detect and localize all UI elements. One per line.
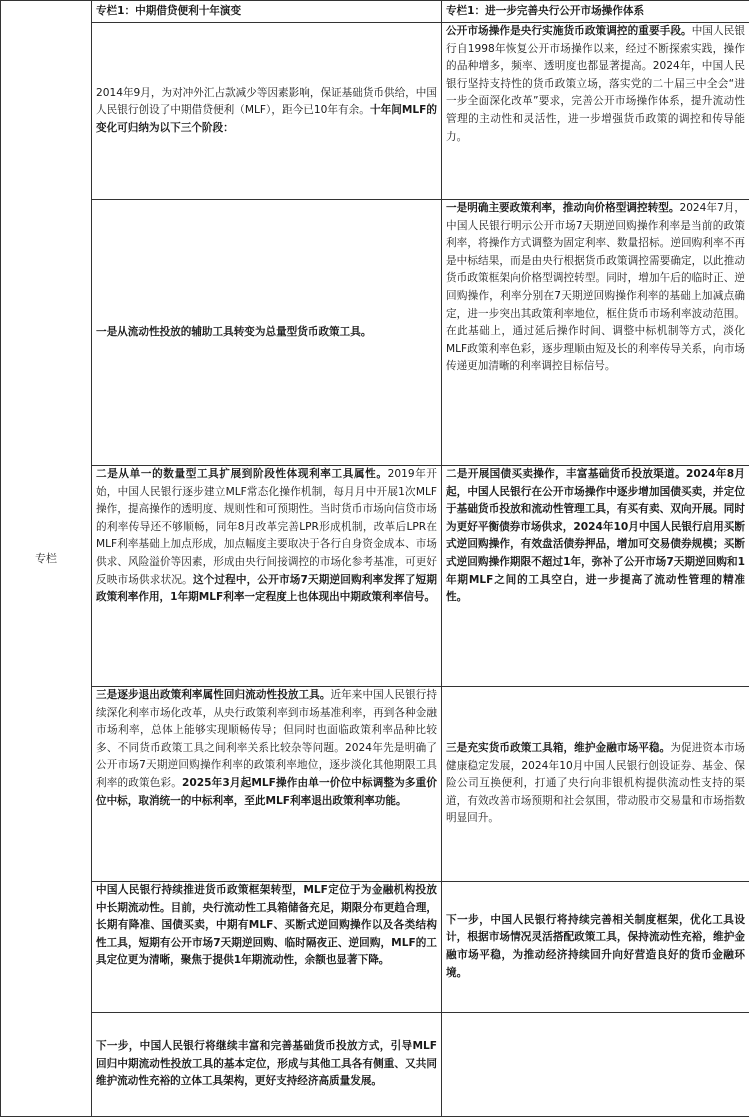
left-summary-cell — [92, 882, 442, 1013]
right-empty-cell — [442, 1013, 749, 1117]
right-p4-cell — [442, 687, 749, 882]
right-p3-cell — [442, 466, 749, 687]
left-stage1-text: 一是从流动性投放的辅助工具转变为总量型货币政策工具。 — [96, 326, 371, 338]
left-stage1-cell — [92, 200, 442, 466]
column-label: 专栏 — [35, 552, 57, 565]
left-stage3-bold: 2025年3月起MLF操作由单一价位中标调整为多重价位中标，取消统一的中标利率，至此MLF利率退出政策利率功能。 — [96, 777, 437, 807]
right-p1-title: 公开市场操作是央行实施货币政策调控的重要手段。 — [446, 25, 692, 37]
left-stage2-body: 2019年开始，中国人民银行逐步建立MLF常态化操作机制，每月月中开展1次MLF操作，提高操作的透明度、规则性和可预期性。当时货币市场向信贷市场的利率传导还不够顺畅，同年8月改革完善LPR形成机制，改革后LPR在MLF利率基础上加点形成，加点幅度主要取决于各行自身资金成本、市场供求、风险溢价等因素，形成由央行间接调控的市场化参考基准，可更好反映市场供求状况。 — [96, 468, 437, 586]
left-intro-cell — [92, 23, 442, 200]
right-p1-cell — [442, 23, 749, 200]
right-p2-body: 2024年7月，中国人民银行明示公开市场7天期逆回购操作利率是当前的政策利率，将操作方式调整为固定利率、数量招标。逆回购利率不再是中标结果，而是由央行根据货币政策调控需要确定，以此推动货币政策框架向价格型调控转型。同时，增加午后的临时正、逆回购操作，利率分别在7天期逆回购操作利率的基础上加减点确定，进一步突出其政策利率地位，框住货币市场利率波动范围。在此基础上，通过延后操作时间、调整中标机制等方式，淡化MLF政策利率色彩，逐步理顺由短及长的利率传导关系，向市场传递更加清晰的利率调控目标信号。 — [446, 202, 745, 372]
right-p5-cell — [442, 882, 749, 1013]
left-stage2-title: 二是从单一的数量型工具扩展到阶段性体现利率工具属性。 — [96, 468, 388, 480]
right-p4-title: 三是充实货币政策工具箱，维护金融市场平稳。 — [446, 742, 670, 754]
right-header: 专栏1：进一步完善央行公开市场操作体系 — [442, 1, 749, 23]
right-p3-title: 二是开展国债买卖操作，丰富基础货币投放渠道。 — [446, 468, 686, 480]
right-p2-cell — [442, 200, 749, 466]
left-stage2-bold: 这个过程中，公开市场7天期逆回购利率发挥了短期政策利率作用，1年期MLF利率一定程度上也体现出中期政策利率信号。 — [96, 574, 437, 604]
right-p5-text: 下一步，中国人民银行将持续完善相关制度框架，优化工具设计，根据市场情况灵活搭配政策工具，保持流动性充裕，维护金融市场平稳，为推动经济持续回升向好营造良好的货币金融环境。 — [446, 914, 745, 979]
right-p4-body: 为促进资本市场健康稳定发展，2024年10月中国人民银行创设证券、基金、保险公司互换便利，打通了央行向非银机构提供流动性支持的渠道，有效改善市场预期和社会氛围，带动股市交易量和市场指数明显回升。 — [446, 742, 745, 824]
left-intro-text: 2014年9月，为对冲外汇占款减少等因素影响，保证基础货币供给，中国人民银行创设了中期借贷便利（MLF），距今已10年有余。 — [96, 87, 437, 117]
right-p3-bold: 2024年8月起，中国人民银行在公开市场操作中逐步增加国债买卖，并定位于基础货币投放和流动性管理工具，有买有卖、双向开展。同时为更好平衡债券市场供求，2024年10月中国人民银行启用买断式逆回购操作，有效盘活债券押品，增加可交易债券规模；买断式逆回购操作期限不超过1年，弥补了公开市场7天期逆回购和1年期MLF之间的工具空白，进一步提高了流动性管理的精准性。 — [446, 468, 745, 603]
left-summary-text: 中国人民银行持续推进货币政策框架转型，MLF定位于为金融机构投放中长期流动性。目前，央行流动性工具箱储备充足，期限分布更趋合理，长期有降准、国债买卖，中期有MLF、买断式逆回购操作以及各类结构性工具，短期有公开市场7天期逆回购、临时隔夜正、逆回购，MLF的工具定位更为清晰，聚焦于提供1年期流动性，余额也显著下降。 — [96, 884, 437, 966]
left-stage3-cell — [92, 687, 442, 882]
left-stage3-title: 三是逐步退出政策利率属性回归流动性投放工具。 — [96, 689, 330, 701]
left-next-text: 下一步，中国人民银行将继续丰富和完善基础货币投放方式，引导MLF回归中期流动性投放工具的基本定位，形成与其他工具各有侧重、又共同维护流动性充裕的立体工具架构，更好支持经济高质量发展。 — [96, 1040, 437, 1087]
right-p2-title: 一是明确主要政策利率，推动向价格型调控转型。 — [446, 202, 679, 214]
left-header: 专栏1：中期借贷便利十年演变 — [92, 1, 442, 23]
right-p1-body: 中国人民银行自1998年恢复公开市场操作以来，经过不断探索实践，操作的品种增多，频率、透明度也都显著提高。2024年，中国人民银行坚持支持性的货币政策立场，落实党的二十届三中全会“进一步全面深化改革”要求，完善公开市场操作体系，提升流动性管理的主动性和灵活性，进一步增强货币政策的调控和传导能力。 — [446, 25, 745, 143]
column-label-cell — [1, 1, 92, 1117]
left-next-cell — [92, 1013, 442, 1117]
left-stage3-body: 近年来中国人民银行持续深化利率市场化改革，从央行政策利率到市场基准利率，再到各种金融市场利率，总体上能够实现顺畅传导；但同时也面临政策利率品种比较多、不同货币政策工具之间利率关系比较杂等问题。2024年先是明确了公开市场7天期逆回购操作利率的政策利率地位，逐步淡化其他期限工具利率的政策色彩。 — [96, 689, 437, 789]
left-stage2-cell — [92, 466, 442, 687]
left-intro-bold: 十年间MLF的变化可归纳为以下三个阶段： — [96, 104, 437, 134]
